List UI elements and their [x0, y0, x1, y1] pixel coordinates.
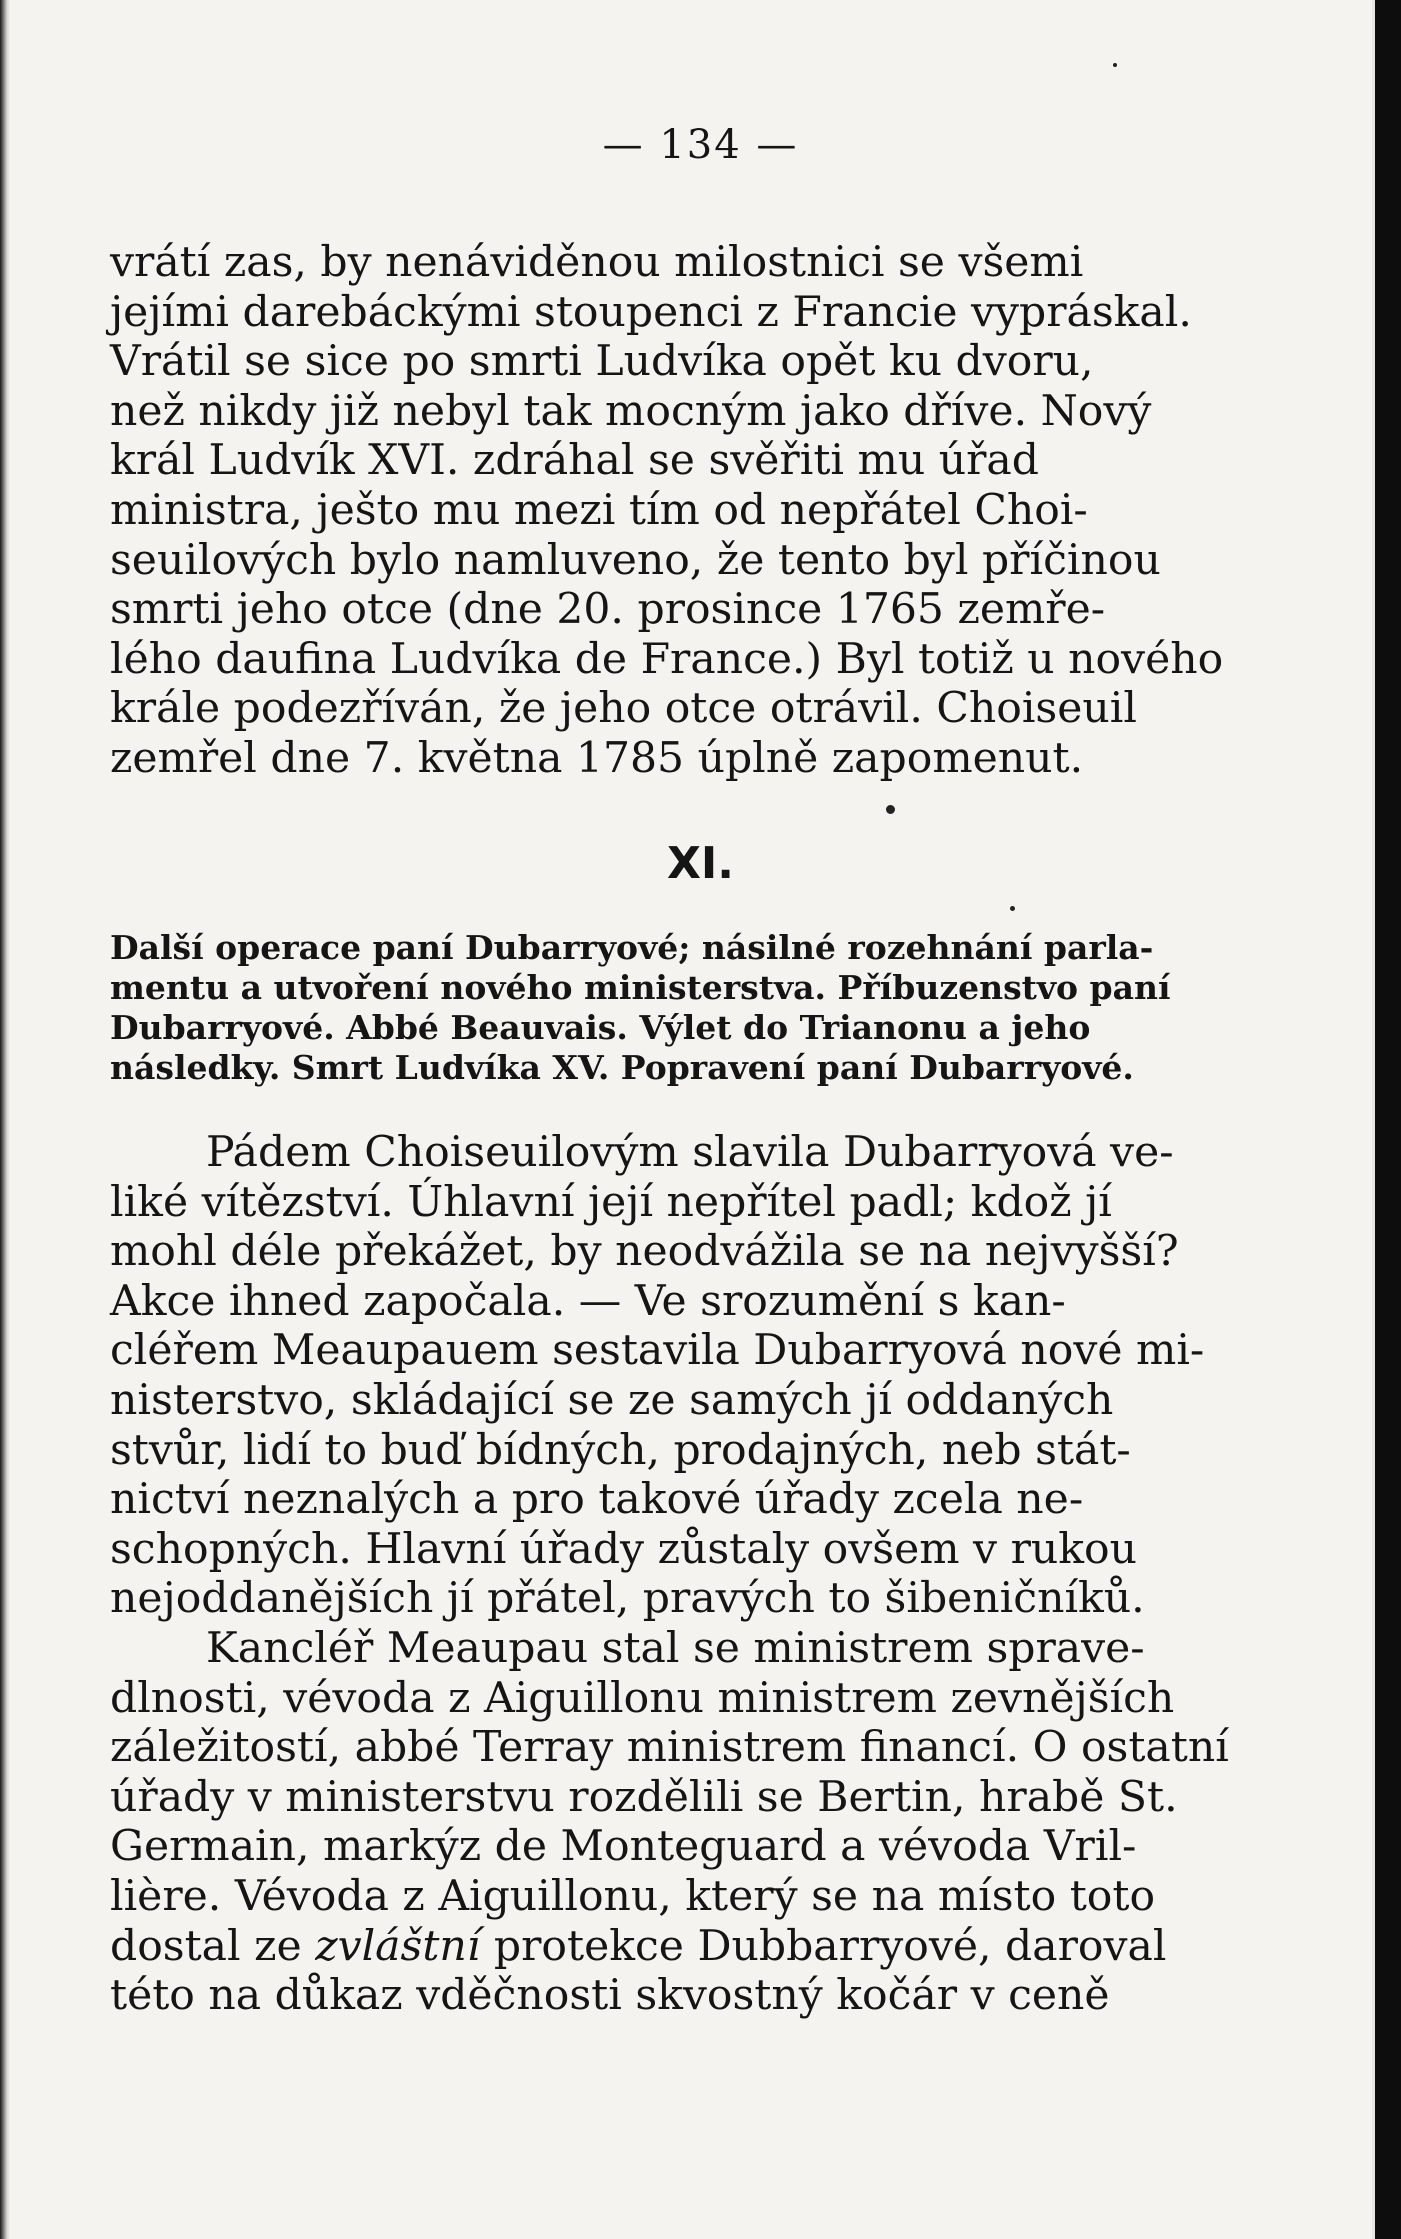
- text-line: [110, 1922, 1195, 1972]
- text-line: lého daufina Ludvíka de France.) Byl totiž u nového: [110, 634, 1224, 684]
- text-line: stvůr, lidí to buď bídných, prodajných, neb stát-: [110, 1425, 1131, 1475]
- page-gutter-shadow: [0, 0, 10, 2239]
- chapter-heading: XI.: [666, 838, 734, 889]
- text-line: úřady v ministerstvu rozdělili se Bertin, hrabě St.: [110, 1772, 1178, 1822]
- text-line: Akce ihned započala. — Ve srozumění s kan-: [110, 1276, 1066, 1326]
- print-speck: [886, 805, 895, 814]
- text-line: zemřel dne 7. května 1785 úplně zapomenut.: [110, 733, 1084, 783]
- book-edge: [1372, 0, 1401, 2239]
- print-speck: [1010, 906, 1015, 911]
- page-number: — 134 —: [602, 122, 799, 168]
- text-line: dlnosti, vévoda z Aiguillonu ministrem zevnějších: [110, 1673, 1175, 1723]
- text-line: záležitostí, abbé Terray ministrem financí. O ostatní: [110, 1723, 1229, 1773]
- text-line: jejími darebáckými stoupenci z Francie vypráskal.: [110, 287, 1192, 337]
- text-line: nictví neznalých a pro takové úřady zcela ne-: [110, 1475, 1084, 1525]
- italic-emphasis: zvláštní: [315, 1921, 481, 1971]
- text-segment: dostal ze: [110, 1921, 316, 1971]
- body-text-bottom: [110, 1128, 1229, 2021]
- summary-line: následky. Smrt Ludvíka XV. Popravení paní Dubarryové.: [110, 1048, 1134, 1087]
- text-line: nejoddanějších jí přátel, pravých to šibeničníků.: [110, 1574, 1145, 1624]
- summary-line: Dubarryové. Abbé Beauvais. Výlet do Trianonu a jeho: [110, 1008, 1091, 1047]
- text-line: krále podezříván, že jeho otce otrávil. Choiseuil: [110, 684, 1137, 734]
- body-text-top: [110, 238, 1224, 784]
- text-line: liké vítězství. Úhlavní její nepřítel padl; kdož jí: [110, 1177, 1112, 1227]
- text-line: Vrátil se sice po smrti Ludvíka opět ku dvoru,: [110, 337, 1094, 387]
- text-line: vrátí zas, by nenáviděnou milostnici se všemi: [110, 238, 1084, 287]
- summary-line: mentu a utvoření nového ministerstva. Příbuzenstvo paní: [110, 968, 1171, 1007]
- text-line: Germain, markýz de Monteguard a vévoda Vril-: [110, 1822, 1137, 1872]
- text-line: než nikdy již nebyl tak mocným jako dříve. Nový: [110, 386, 1152, 436]
- text-line: cléřem Meaupauem sestavila Dubarryová nové mi-: [110, 1326, 1205, 1376]
- text-line: Pádem Choiseuilovým slavila Dubarryová ve-: [206, 1128, 1174, 1177]
- text-line: král Ludvík XVI. zdráhal se svěřiti mu úřad: [110, 436, 1039, 486]
- print-speck: [1113, 63, 1117, 67]
- text-line: nisterstvo, skládající se ze samých jí oddaných: [110, 1375, 1114, 1425]
- text-line: schopných. Hlavní úřady zůstaly ovšem v rukou: [110, 1524, 1137, 1574]
- text-line: mohl déle překážet, by neodvážila se na nejvyšší?: [110, 1227, 1179, 1277]
- text-line: seuilových bylo namluveno, že tento byl příčinou: [110, 535, 1161, 585]
- summary-line: Další operace paní Dubarryové; násilné rozehnání parla-: [110, 928, 1154, 967]
- text-line: lière. Vévoda z Aiguillonu, který se na místo toto: [110, 1871, 1156, 1921]
- text-segment: protekce Dubbarryové, daroval: [480, 1921, 1167, 1971]
- text-line: této na důkaz vděčnosti skvostný kočár v ceně: [110, 1971, 1110, 2021]
- chapter-summary: [110, 928, 1195, 1088]
- text-line: smrti jeho otce (dne 20. prosince 1765 zemře-: [110, 585, 1106, 635]
- text-line: Kancléř Meaupau stal se ministrem sprave-: [206, 1623, 1145, 1673]
- text-line: ministra, ješto mu mezi tím od nepřátel Choi-: [110, 485, 1088, 535]
